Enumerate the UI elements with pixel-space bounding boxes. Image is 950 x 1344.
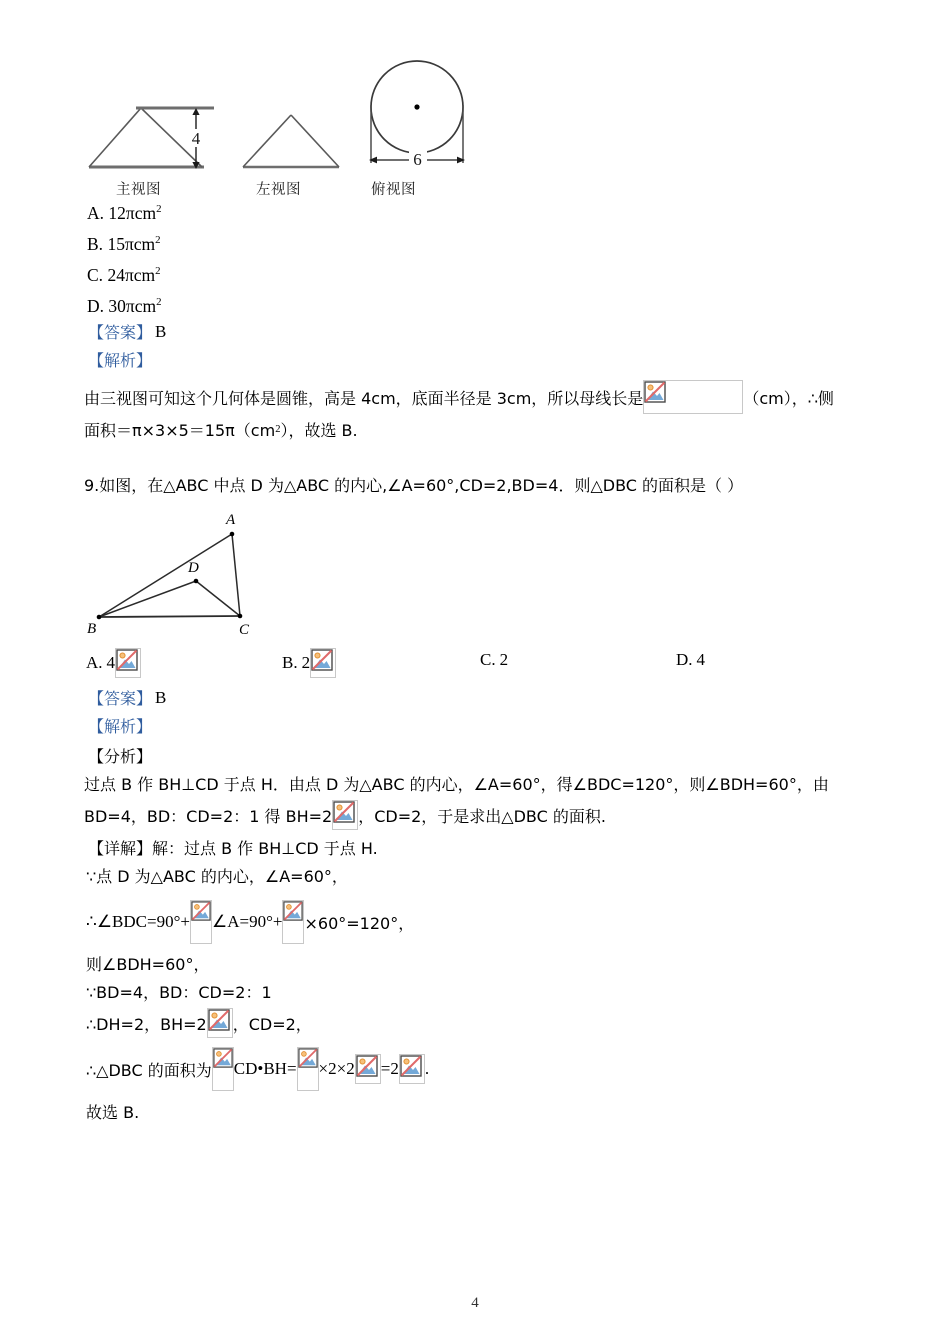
q8-option-d-letter: D. [87,296,105,316]
top-view-diagram [354,55,484,183]
q9-stem [84,473,743,496]
side-view-diagram [239,110,345,180]
q8-option-b-value: 15πcm [107,234,156,254]
q8-analysis-row [88,348,152,371]
q9-fenxi-tag: 【分析】 [88,747,153,766]
q9-triangle-diagram [84,500,284,640]
q9-analysis-tag: 【解析】 [88,717,153,736]
q9-xiangjie-line-1 [88,836,378,859]
q9-step-dh-a: ∴DH=2，BH=2 [86,1014,207,1034]
broken-image-icon [332,800,358,830]
q8-option-c [87,267,161,285]
q9-step-area-d: =2 [380,1059,399,1078]
q9-step-dh-b: ，CD=2， [232,1014,312,1034]
q9-fenxi-line-1 [84,772,829,795]
q8-option-a-exp: 2 [156,203,162,216]
q9-step-dh [86,1008,312,1038]
q9-fenxi-row [88,744,152,767]
q8-option-d-exp: 2 [156,296,162,309]
q9-option-c-prefix: 2 [499,650,509,669]
q8-option-d-value: 30πcm [108,296,157,316]
q8-option-a-value: 12πcm [108,203,157,223]
q9-option-b-letter: B. [282,653,298,672]
q9-fenxi-line2-b: ，CD=2，于是求出△DBC 的面积. [358,806,606,826]
q9-step-bdc-c: ×60°=120°， [304,913,415,933]
q9-option-d-prefix: 4 [696,650,706,669]
q8-answer-row [88,320,166,343]
side-view-caption: 左视图 [256,182,301,198]
q8-solution-text-b: （cm），∴侧 [743,388,834,408]
q9-step-ratio-text: ∵BD=4，BD：CD=2：1 [86,983,272,1002]
svg-text:4: 4 [191,129,201,148]
q9-answer-row [88,686,166,709]
q8-option-b-exp: 2 [155,234,161,247]
q9-option-b-prefix: 2 [301,653,311,672]
q8-answer-tag: 【答案】 [88,323,153,342]
broken-image-icon [355,1054,381,1084]
q8-solution-text-a: 由三视图可知这个几何体是圆锥，高是 4cm，底面半径是 3cm，所以母线长是 [84,388,644,408]
top-view-caption: 俯视图 [371,182,416,198]
q9-answer-value: B [155,687,167,707]
q8-option-a [87,205,162,223]
q8-answer-value: B [155,321,167,341]
q9-step-bdh-text: 则∠BDH=60°， [86,955,210,974]
svg-text:6: 6 [413,150,422,169]
q9-fenxi-line-2 [84,800,606,830]
page-number: 4 [471,1295,479,1311]
broken-image-icon [190,900,212,944]
q9-step-bdc-a: ∴∠BDC=90°+ [86,912,190,931]
q9-option-d [676,650,705,670]
q9-step-bdc [86,900,414,944]
q8-solution-line-1 [84,380,834,414]
front-view-diagram [84,95,219,180]
broken-image-icon [310,648,336,678]
front-view-caption: 主视图 [116,182,161,198]
q9-stem-text: 9.如图，在△ABC 中点 D 为△ABC 的内心,∠A=60°,CD=2,BD=4．则△DBC 的面积是（ ） [84,476,744,495]
three-views-figure [84,55,484,200]
q9-step-bdc-b: ∠A=90°+ [211,912,283,931]
q9-option-b [282,648,336,678]
q9-vertex-d-label: D [188,560,199,576]
q9-vertex-a-label: A [226,512,236,528]
broken-image-icon [115,648,141,678]
q9-analysis-row [88,714,152,737]
q9-option-a-prefix: 4 [106,653,116,672]
broken-image-icon [207,1008,233,1038]
q9-vertex-b-label: B [87,621,97,637]
q9-option-d-letter: D. [676,650,693,669]
q9-step-incenter-text: ∵点 D 为△ABC 的内心，∠A=60°， [86,867,348,886]
q8-option-b [87,236,161,254]
broken-image-icon [399,1054,425,1084]
q9-vertex-c-label: C [239,622,250,638]
q8-option-c-value: 24πcm [107,265,156,285]
broken-image-icon [212,1047,234,1091]
q8-option-a-letter: A. [87,203,105,223]
q8-option-d [87,298,162,316]
q9-step-area [86,1047,429,1091]
q9-xiangjie-text: 解：过点 B 作 BH⊥CD 于点 H. [152,839,378,858]
q9-option-c-letter: C. [480,650,496,669]
q9-option-a-letter: A. [86,653,103,672]
q8-analysis-tag: 【解析】 [88,351,153,370]
q9-step-incenter [86,864,348,887]
q9-fenxi-line1-text: 过点 B 作 BH⊥CD 于点 H．由点 D 为△ABC 的内心，∠A=60°，得∠BDC=120°，则∠BDH=60°，由 [84,775,829,794]
q8-option-b-letter: B. [87,234,104,254]
q8-option-c-letter: C. [87,265,104,285]
broken-image-icon [643,380,743,414]
q9-step-area-e: . [424,1059,430,1078]
q9-conclusion-text: 故选 B. [86,1103,140,1122]
broken-image-icon [282,900,304,944]
q9-answer-tag: 【答案】 [88,689,153,708]
q8-solution-line-2: 面积＝π×3×5＝15π（cm 2 ），故选 B. [84,418,358,441]
q8-solution-line2-b: ），故选 B. [280,421,358,440]
q9-option-c [480,650,508,670]
q9-option-a [86,648,141,678]
q8-option-c-exp: 2 [155,265,161,278]
q9-step-ratio [86,980,272,1003]
q9-fenxi-line2-a: BD=4，BD：CD=2：1 得 BH=2 [84,806,333,826]
broken-image-icon [297,1047,319,1091]
q9-conclusion [86,1100,139,1123]
q9-step-area-c: ×2×2 [318,1059,355,1078]
q8-solution-line2-a: 面积＝π×3×5＝15π（cm [84,421,276,440]
q9-step-bdh [86,952,209,975]
q9-step-area-a: ∴△DBC 的面积为 [86,1060,212,1080]
q9-step-area-b: CD•BH= [233,1059,297,1078]
q9-xiangjie-tag: 【详解】 [88,839,153,858]
